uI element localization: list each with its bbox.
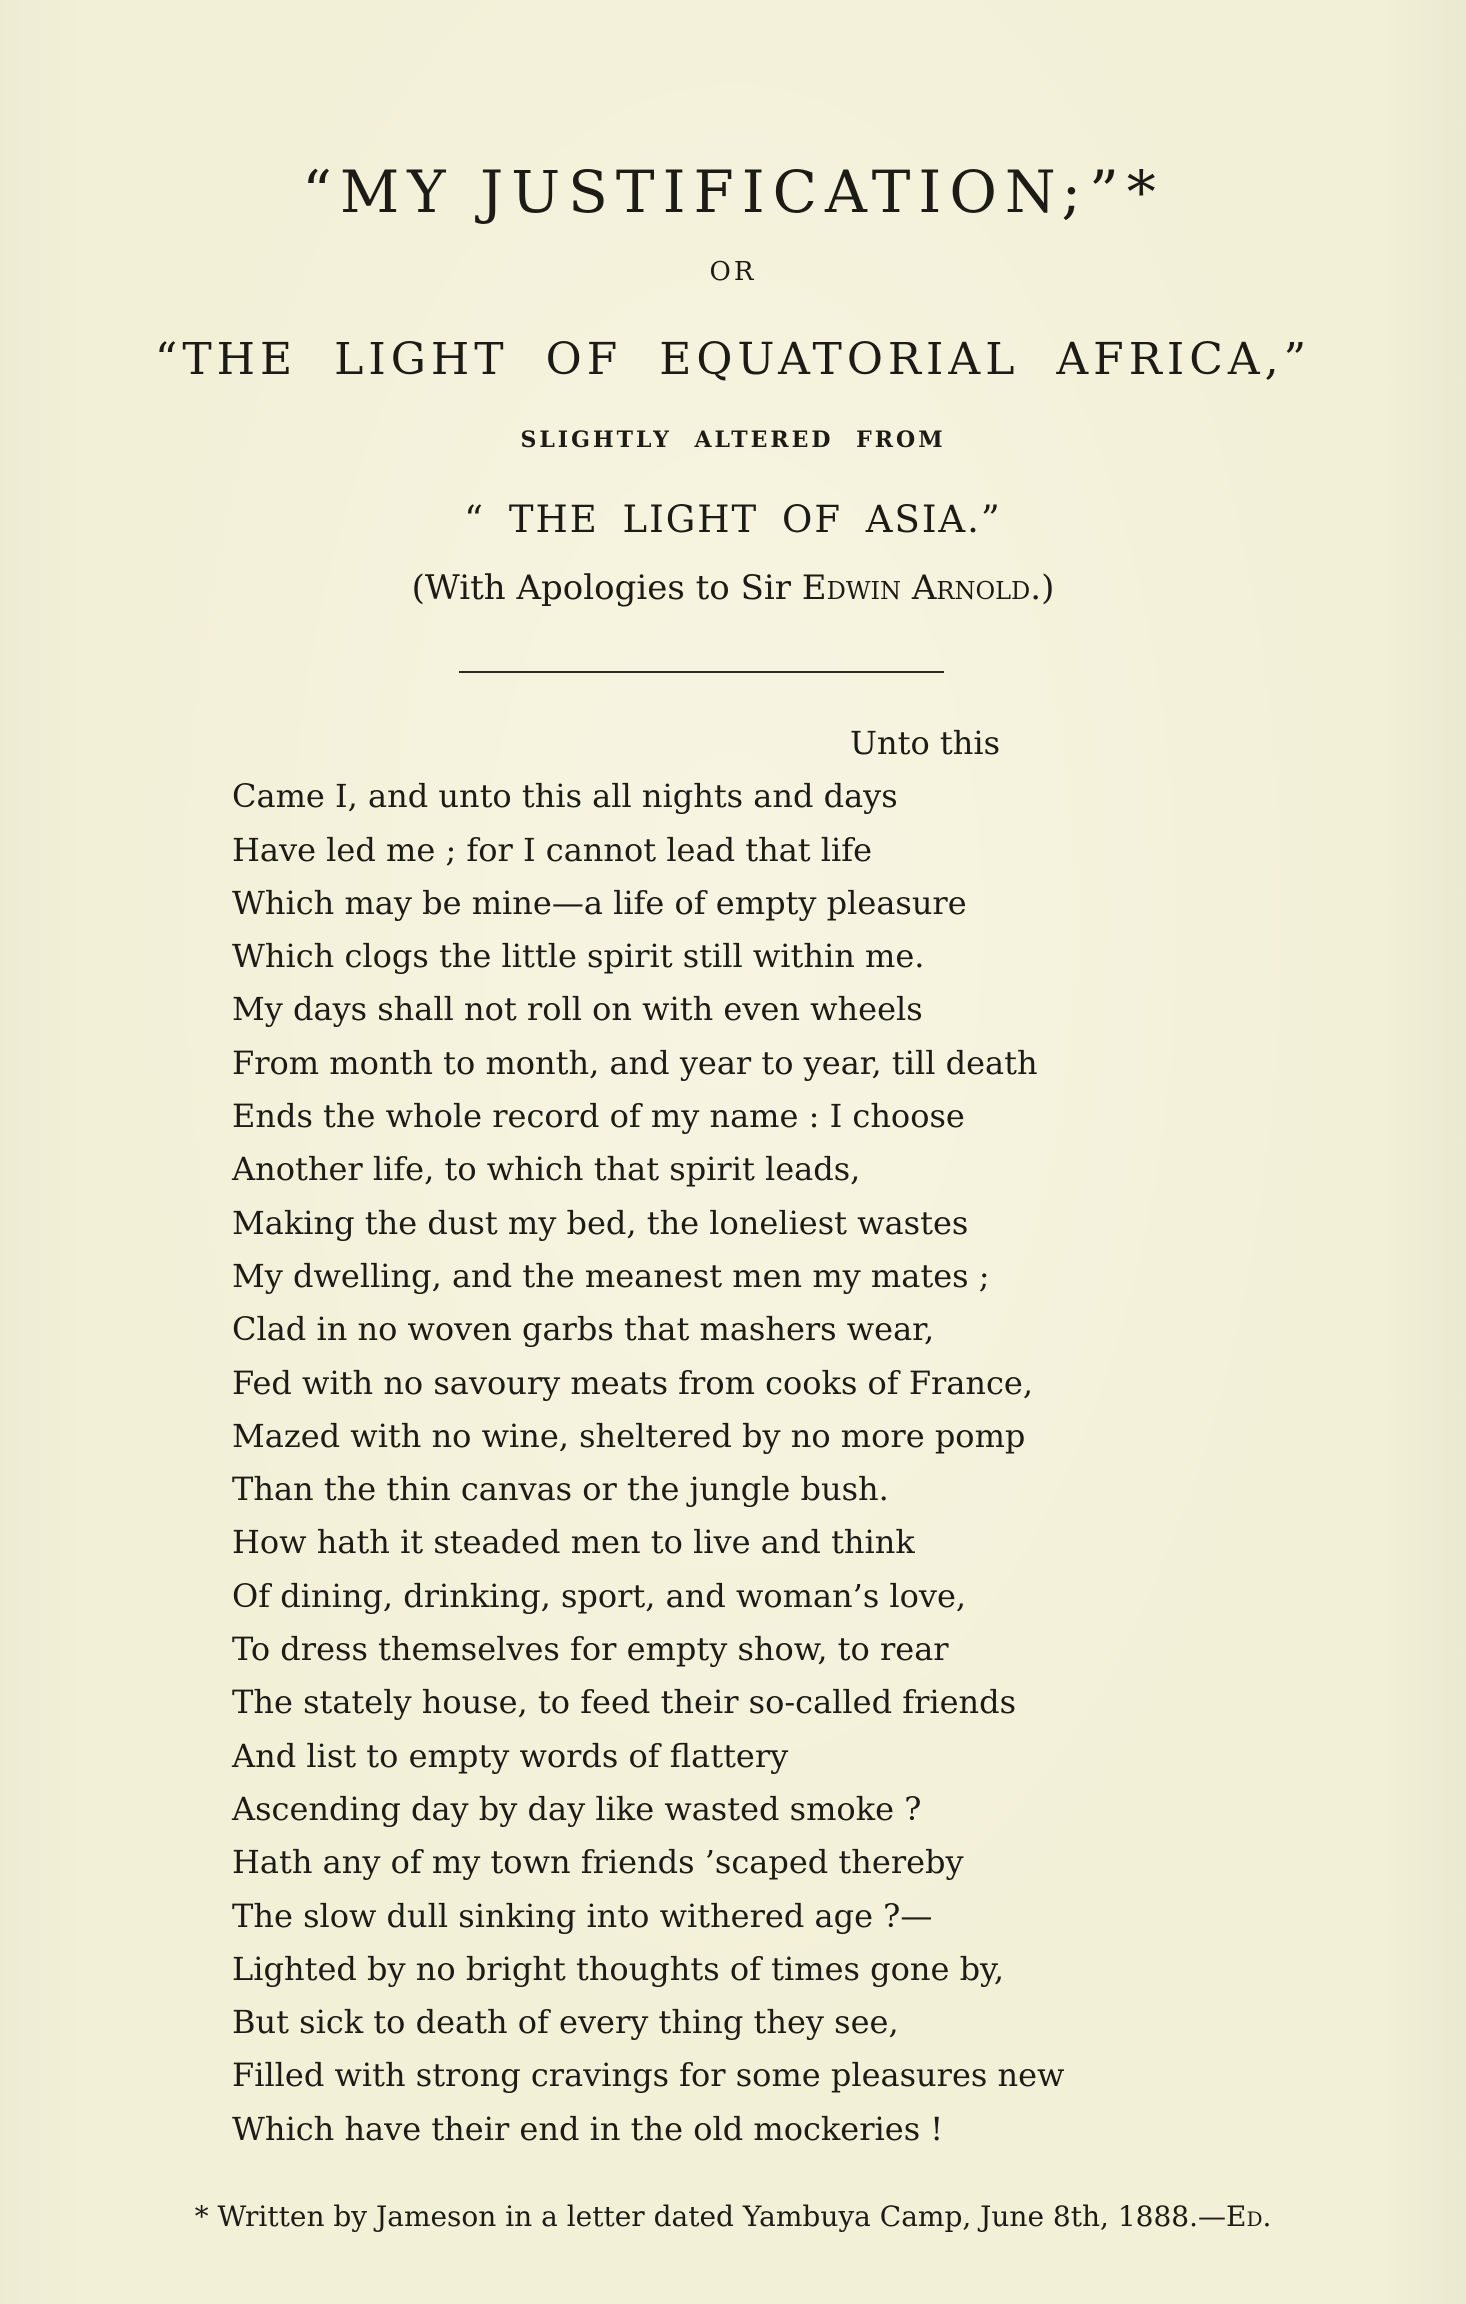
poem-body xyxy=(232,717,1172,2156)
poem-line: From month to month, and year to year, till death xyxy=(232,1043,1038,1082)
poem-line: Which have their end in the old mockeries ! xyxy=(232,2109,944,2148)
poem-line: The stately house, to feed their so-called friends xyxy=(232,1683,1017,1722)
footnote-editor-mark: Ed. xyxy=(1226,2200,1272,2233)
poem-line: Have led me ; for I cannot lead that life xyxy=(232,830,873,869)
poem-line: Filled with strong cravings for some pleasures new xyxy=(232,2056,1065,2095)
apology-prefix: (With Apologies to Sir xyxy=(411,568,802,608)
poem-line: Making the dust my bed, the loneliest wastes xyxy=(232,1203,969,1242)
poem-line: Unto this xyxy=(850,724,1000,762)
apology-line xyxy=(0,568,1466,608)
poem-line: Clad in no woven garbs that mashers wear, xyxy=(232,1310,935,1349)
footnote xyxy=(0,2200,1466,2233)
poem-line: Came I, and unto this all nights and days xyxy=(232,777,898,816)
poem-line: Of dining, drinking, sport, and woman’s love, xyxy=(232,1576,967,1615)
poem-line: Hath any of my town friends ’scaped thereby xyxy=(232,1843,964,1882)
page-title: “MY JUSTIFICATION;”* xyxy=(302,158,1164,226)
apology-suffix: .) xyxy=(1030,568,1055,608)
poem-line: And list to empty words of flattery xyxy=(232,1736,789,1775)
poem-line: My dwelling, and the meanest men my mates ; xyxy=(232,1256,990,1295)
poem-line: Ascending day by day like wasted smoke ? xyxy=(232,1789,922,1828)
or-connector: OR xyxy=(709,257,757,287)
altered-from-label: SLIGHTLY ALTERED FROM xyxy=(520,427,946,453)
poem-line: How hath it steaded men to live and think xyxy=(232,1523,915,1562)
poem-line: Than the thin canvas or the jungle bush. xyxy=(232,1470,889,1509)
poem-line: Another life, to which that spirit leads, xyxy=(232,1150,861,1189)
subtitle: “THE LIGHT OF EQUATORIAL AFRICA,” xyxy=(154,334,1312,385)
poem-line: Which clogs the little spirit still within me. xyxy=(232,937,925,976)
footnote-text: * Written by Jameson in a letter dated Yambuya Camp, June 8th, 1888.— xyxy=(194,2200,1226,2233)
poem-line: Fed with no savoury meats from cooks of France, xyxy=(232,1363,1034,1402)
section-divider xyxy=(459,671,944,673)
poem-line: But sick to death of every thing they see, xyxy=(232,2003,899,2042)
poem-line: Lighted by no bright thoughts of times gone by, xyxy=(232,1949,1005,1988)
poem-line: The slow dull sinking into withered age ?— xyxy=(232,1896,933,1935)
poem-line: My days shall not roll on with even wheels xyxy=(232,990,923,1029)
poem-line: Mazed with no wine, sheltered by no more pomp xyxy=(232,1416,1026,1455)
poem-line: Ends the whole record of my name : I choose xyxy=(232,1097,965,1136)
poem-line: To dress themselves for empty show, to rear xyxy=(232,1630,949,1669)
source-title: “ THE LIGHT OF ASIA.” xyxy=(464,498,1002,541)
apology-name: Edwin Arnold xyxy=(801,568,1031,608)
poem-line: Which may be mine—a life of empty pleasure xyxy=(232,883,967,922)
